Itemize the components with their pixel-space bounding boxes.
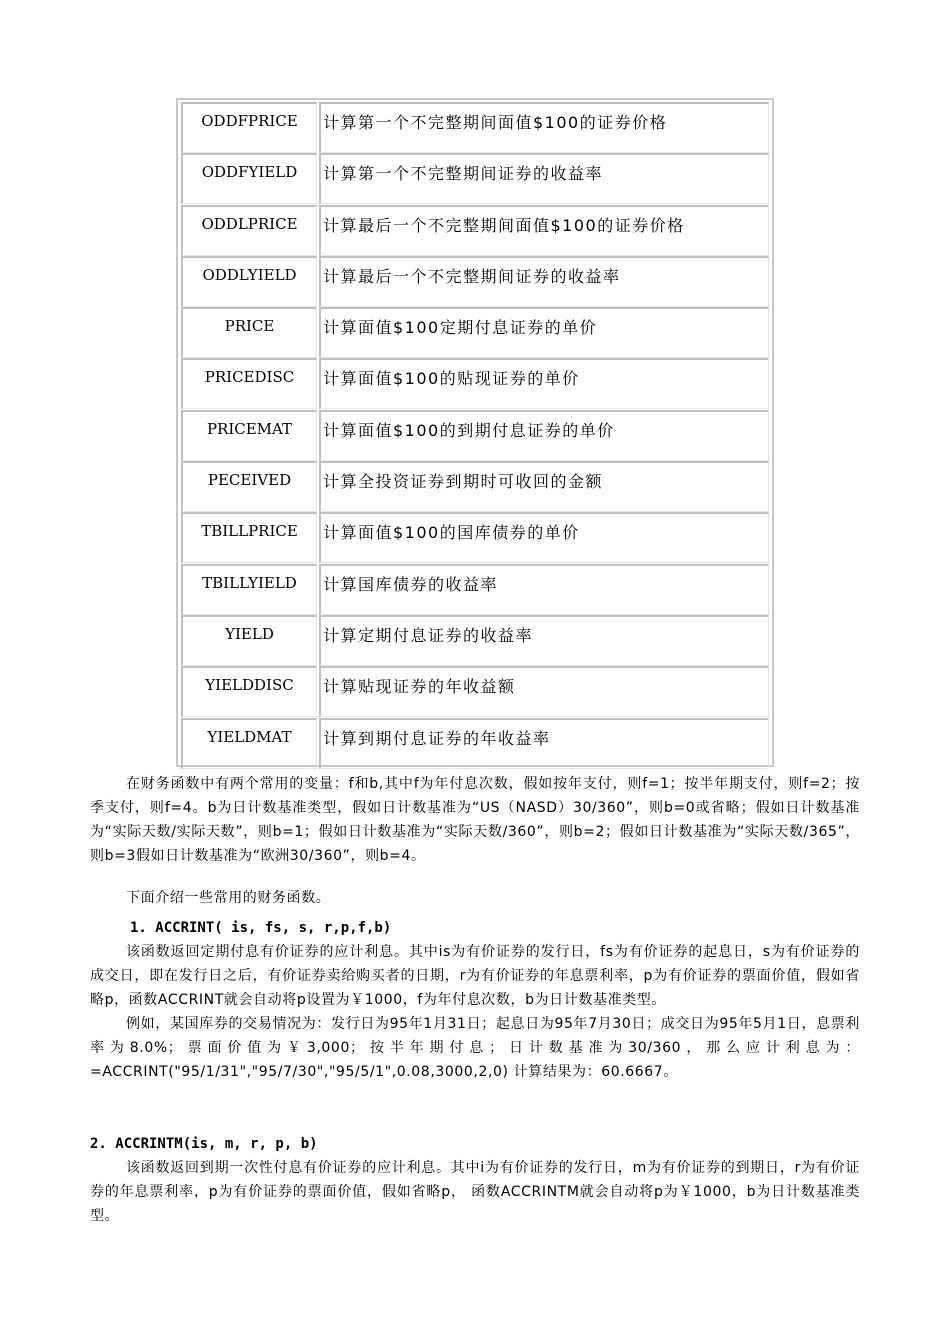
function-name-cell: ODDFPRICE	[181, 102, 317, 153]
accrintm-description: 该函数返回到期一次性付息有价证券的应计利息。其中i为有价证券的发行日，m为有价证券的到期日，r为有价证券的年息票利率，p为有价证券的票面价值，假如省略p， 函数ACCRINTM就会自动将p为￥1000，b为日计数基准类型。	[90, 1160, 860, 1224]
function-desc-cell: 计算最后一个不完整期间面值$100的证券价格	[319, 205, 769, 256]
table-row	[180, 461, 770, 512]
financial-functions-table	[176, 98, 774, 767]
table-row	[180, 718, 770, 769]
function-desc-cell: 计算到期付息证券的年收益率	[319, 718, 769, 769]
functions-overview	[90, 886, 860, 910]
function-name-cell: ODDLPRICE	[181, 205, 317, 256]
accrint-example: 例如，某国库券的交易情况为：发行日为95年1月31日；起息日为95年7月30日；成交日为95年5月1日，息票利率为8.0%；票面价值为￥3,000；按半年期付息；日计数基准为30/360，那么应计利息为： =ACCRINT("95/1/31","95/7/30","95/5/1",0.08,3000,2,0) 计算结果为：60.6667。	[90, 1016, 860, 1080]
function-name-cell: YIELDDISC	[181, 666, 317, 717]
table-row	[180, 256, 770, 307]
function-desc-cell: 计算贴现证券的年收益额	[319, 666, 769, 717]
table-row	[180, 512, 770, 563]
accrintm-heading: 2. ACCRINTM(is, m, r, p, b)	[90, 1136, 318, 1152]
table-row	[180, 205, 770, 256]
function-desc-cell: 计算第一个不完整期间证券的收益率	[319, 153, 769, 204]
function-name-cell: PRICEDISC	[181, 358, 317, 409]
function-name-cell: YIELD	[181, 615, 317, 666]
table-row	[180, 615, 770, 666]
function-desc-cell: 计算全投资证券到期时可收回的金额	[319, 461, 769, 512]
accrintm-section	[90, 1132, 860, 1228]
function-name-cell: TBILLPRICE	[181, 512, 317, 563]
function-name-cell: ODDFYIELD	[181, 153, 317, 204]
table-row	[180, 153, 770, 204]
table-row	[180, 307, 770, 358]
function-name-cell: YIELDMAT	[181, 718, 317, 769]
function-desc-cell: 计算面值$100的贴现证券的单价	[319, 358, 769, 409]
function-name-cell: PRICE	[181, 307, 317, 358]
function-desc-cell: 计算最后一个不完整期间证券的收益率	[319, 256, 769, 307]
function-name-cell: PECEIVED	[181, 461, 317, 512]
table-row	[180, 102, 770, 153]
table-row	[180, 666, 770, 717]
intro-section	[90, 772, 860, 868]
function-desc-cell: 计算面值$100的国库债券的单价	[319, 512, 769, 563]
accrint-section	[90, 916, 860, 1084]
accrint-description: 该函数返回定期付息有价证券的应计利息。其中is为有价证券的发行日，fs为有价证券的起息日，s为有价证券的成交日，即在发行日之后，有价证券卖给购买者的日期，r为有价证券的年息票利率，p为有价证券的票面价值，假如省略p，函数ACCRINT就会自动将p设置为￥1000，f为年付息次数，b为日计数基准类型。	[90, 944, 860, 1008]
variables-paragraph: 在财务函数中有两个常用的变量：f和b,其中f为年付息次数，假如按年支付，则f=1；按半年期支付，则f=2；按季支付，则f=4。b为日计数基准类型，假如日计数基准为“US（NASD）30/360”，则b=0或省略；假如日计数基准为“实际天数/实际天数”，则b=1；假如日计数基准为“实际天数/360”，则b=2；假如日计数基准为“实际天数/365”，则b=3假如日计数基准为“欧洲30/360”，则b=4。	[90, 776, 860, 864]
table-row	[180, 410, 770, 461]
function-name-cell: TBILLYIELD	[181, 564, 317, 615]
function-name-cell: ODDLYIELD	[181, 256, 317, 307]
table-row	[180, 358, 770, 409]
function-desc-cell: 计算面值$100的到期付息证券的单价	[319, 410, 769, 461]
function-name-cell: PRICEMAT	[181, 410, 317, 461]
common-functions-intro: 下面介绍一些常用的财务函数。	[126, 890, 331, 906]
function-desc-cell: 计算国库债券的收益率	[319, 564, 769, 615]
function-desc-cell: 计算第一个不完整期间面值$100的证券价格	[319, 102, 769, 153]
accrint-heading: 1. ACCRINT( is, fs, s, r,p,f,b)	[130, 920, 392, 936]
table-row	[180, 564, 770, 615]
function-desc-cell: 计算定期付息证券的收益率	[319, 615, 769, 666]
function-desc-cell: 计算面值$100定期付息证券的单价	[319, 307, 769, 358]
